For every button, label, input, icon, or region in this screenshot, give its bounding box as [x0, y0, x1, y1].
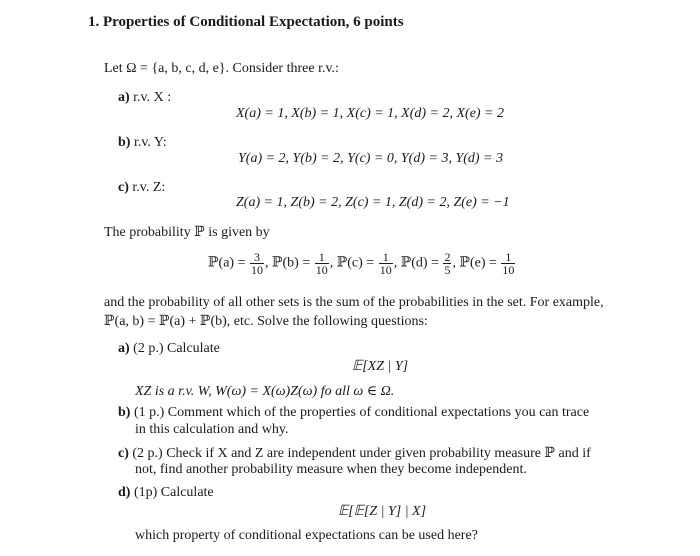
question-a-note: XZ is a r.v. W, W(ω) = X(ω)Z(ω) fo all ω ∈ Ω.: [135, 384, 395, 399]
rv-equation-z: Z(a) = 1, Z(b) = 2, Z(c) = 1, Z(d) = 2, Z(e) = −1: [236, 195, 510, 210]
question-b: [118, 405, 589, 421]
problem-title: 1. Properties of Conditional Expectation, 6 points: [88, 14, 404, 30]
question-a: [118, 341, 220, 357]
question-label: a): [118, 341, 130, 356]
rv-item-a: [118, 90, 171, 106]
rv-equation-x: X(a) = 1, X(b) = 1, X(c) = 1, X(d) = 2, X(e) = 2: [236, 106, 505, 121]
fraction: $\frac{3}{10}$: [250, 250, 263, 277]
fraction: $\frac{1}{10}$: [379, 250, 392, 277]
prob-text-line-2: ℙ(a, b) = ℙ(a) + ℙ(b), etc. Solve the following questions:: [104, 314, 428, 329]
rv-label: b): [118, 135, 131, 150]
question-d-formula: 𝔼[𝔼[Z | Y] | X]: [338, 504, 427, 519]
question-label: d): [118, 485, 131, 500]
question-label: c): [118, 446, 129, 461]
rv-label: c): [118, 180, 129, 195]
rv-label: a): [118, 90, 130, 105]
question-text: (2 p.) Check if X and Z are independent under given probability measure ℙ and if: [132, 446, 591, 461]
prob-term-c: ℙ(c) = $\frac{1}{10}$ ,: [336, 250, 398, 277]
question-b-cont: in this calculation and why.: [135, 422, 289, 437]
intro-text: Let Ω = {a, b, c, d, e}. Consider three r.v.:: [104, 61, 339, 76]
fraction: $\frac{1}{10}$: [315, 250, 328, 277]
question-d: [118, 485, 214, 501]
prob-term-b: ℙ(b) = $\frac{1}{10}$ ,: [271, 250, 334, 277]
fraction: $\frac{1}{10}$: [502, 250, 515, 277]
question-text: (1 p.) Comment which of the properties of conditional expectations you can trace: [133, 405, 590, 420]
prob-term-d: ℙ(d) = $\frac{2}{5}$ ,: [400, 250, 456, 277]
prob-text-line-1: and the probability of all other sets is the sum of the probabilities in the set. For example,: [104, 295, 604, 310]
question-text: (1p) Calculate: [133, 485, 214, 500]
rv-item-b: [118, 135, 167, 151]
rv-text: r.v. X :: [133, 90, 172, 105]
question-d-note: which property of conditional expectations can be used here?: [135, 528, 478, 543]
fraction: $\frac{2}{5}$: [444, 250, 451, 277]
rv-item-c: [118, 180, 165, 196]
rv-equation-y: Y(a) = 2, Y(b) = 2, Y(c) = 0, Y(d) = 3, Y(d) = 3: [238, 151, 504, 166]
question-text: (2 p.) Calculate: [133, 341, 220, 356]
question-label: b): [118, 405, 131, 420]
question-c: [118, 445, 591, 462]
question-c-cont: not, find another probability measure when they become independent.: [135, 462, 527, 477]
rv-text: r.v. Z:: [132, 180, 166, 195]
prob-term-e: ℙ(e) = $\frac{1}{10}$: [459, 250, 515, 277]
probability-definition: [208, 251, 516, 276]
rv-text: r.v. Y:: [133, 135, 167, 150]
prob-term-a: ℙ(a) = $\frac{3}{10}$ ,: [208, 250, 269, 277]
question-a-formula: 𝔼[XZ | Y]: [352, 359, 409, 374]
prob-intro: The probability ℙ is given by: [104, 225, 270, 240]
